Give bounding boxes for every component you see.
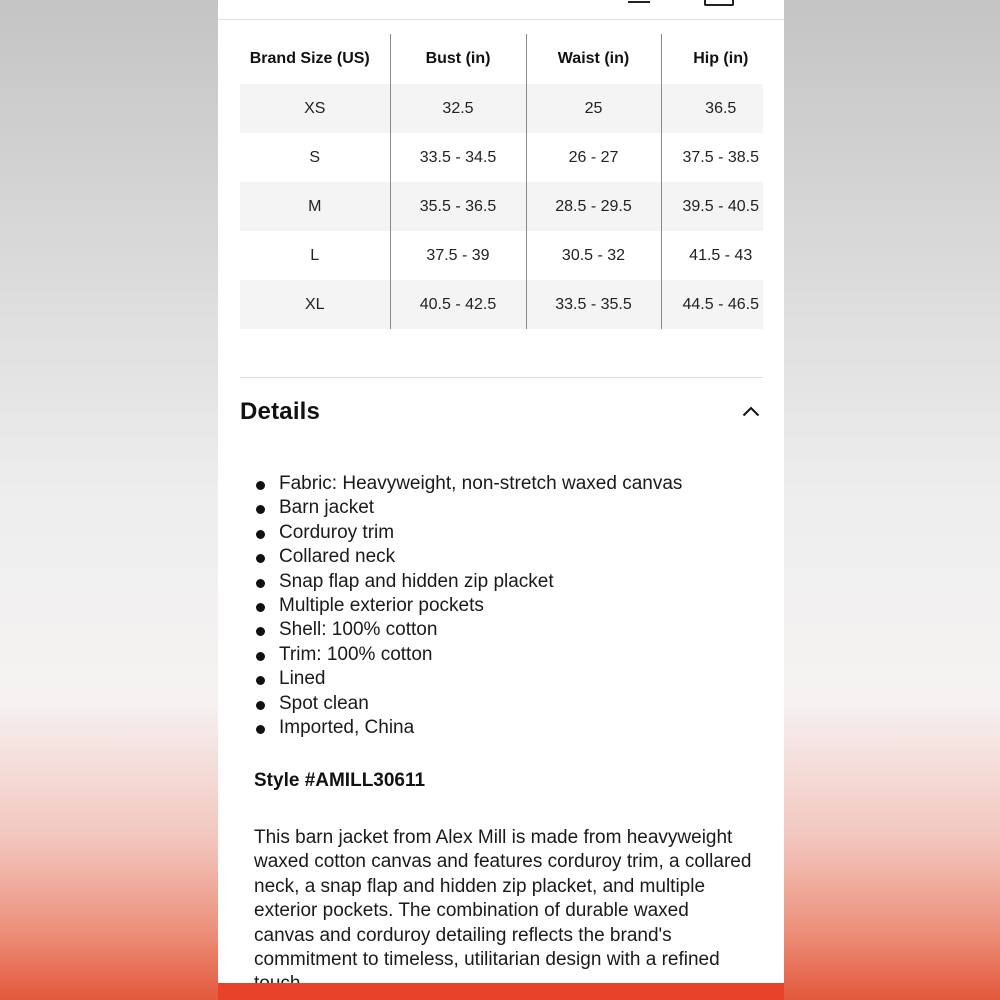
size-cell: L — [310, 246, 320, 264]
style-number: Style #AMILL30611 — [254, 770, 426, 791]
list-item: Corduroy trim — [279, 521, 682, 545]
table-row — [240, 231, 763, 280]
bust-cell: 32.5 — [390, 84, 526, 133]
list-item: Spot clean — [279, 692, 682, 716]
hip-cell: 41.5 - 43 — [661, 231, 763, 280]
account-icon[interactable] — [628, 0, 650, 3]
product-page — [218, 0, 784, 1000]
list-item: Barn jacket — [279, 496, 682, 520]
list-item: Multiple exterior pockets — [279, 594, 682, 618]
header-divider — [218, 19, 784, 20]
list-item: Trim: 100% cotton — [279, 643, 682, 667]
size-cell: XS — [240, 84, 390, 133]
size-chart — [240, 34, 763, 329]
hip-cell: 44.5 - 46.5 — [661, 280, 763, 329]
product-description: This barn jacket from Alex Mill is made from heavyweight waxed cotton canvas and features corduroy trim, a collared neck, a snap flap and hidden zip placket, and multiple exterior pockets. The combination of durable waxed canvas and corduroy detailing reflects the brand's commitment to timeless, utilitarian design with a refined — [254, 827, 752, 971]
list-item: Shell: 100% cotton — [279, 618, 682, 642]
table-row — [240, 133, 763, 182]
waist-cell: 30.5 - 32 — [526, 231, 661, 280]
details-list — [254, 472, 682, 740]
details-heading[interactable]: Details — [240, 398, 321, 425]
waist-cell: 26 - 27 — [526, 133, 661, 182]
waist-cell: 28.5 - 29.5 — [526, 182, 661, 231]
background-right — [784, 0, 1000, 1000]
waist-cell: 25 — [526, 84, 661, 133]
size-chart-header-row — [240, 34, 763, 84]
header-bust: Bust (in) — [390, 34, 526, 84]
waist-cell: 33.5 - 35.5 — [526, 280, 661, 329]
hip-cell: 37.5 - 38.5 — [661, 133, 763, 182]
table-row — [240, 84, 763, 133]
list-item: Imported, China — [279, 716, 682, 740]
list-item: Fabric: Heavyweight, non-stretch waxed canvas — [279, 472, 682, 496]
size-chart-table — [240, 34, 763, 329]
section-divider — [240, 377, 763, 378]
background-left — [0, 0, 218, 1000]
bust-cell: 40.5 - 42.5 — [390, 280, 526, 329]
bust-cell: 33.5 - 34.5 — [390, 133, 526, 182]
bust-cell: 35.5 - 36.5 — [390, 182, 526, 231]
chevron-up-icon[interactable] — [742, 405, 760, 417]
table-row — [240, 182, 763, 231]
hip-cell: 36.5 — [661, 84, 763, 133]
size-cell: S — [309, 148, 321, 166]
hip-cell: 39.5 - 40.5 — [661, 182, 763, 231]
size-cell: M — [240, 182, 390, 231]
list-item: Lined — [279, 667, 682, 691]
list-item: Collared neck — [279, 545, 682, 569]
size-cell: XL — [240, 280, 390, 329]
header-waist: Waist (in) — [526, 34, 661, 84]
header-brand-size: Brand Size (US) — [240, 34, 390, 84]
table-row — [240, 280, 763, 329]
bust-cell: 37.5 - 39 — [390, 231, 526, 280]
add-to-bag-bar[interactable] — [218, 983, 784, 1000]
bag-icon[interactable] — [704, 0, 734, 6]
list-item: Snap flap and hidden zip placket — [279, 570, 682, 594]
header-hip: Hip (in) — [661, 34, 763, 84]
